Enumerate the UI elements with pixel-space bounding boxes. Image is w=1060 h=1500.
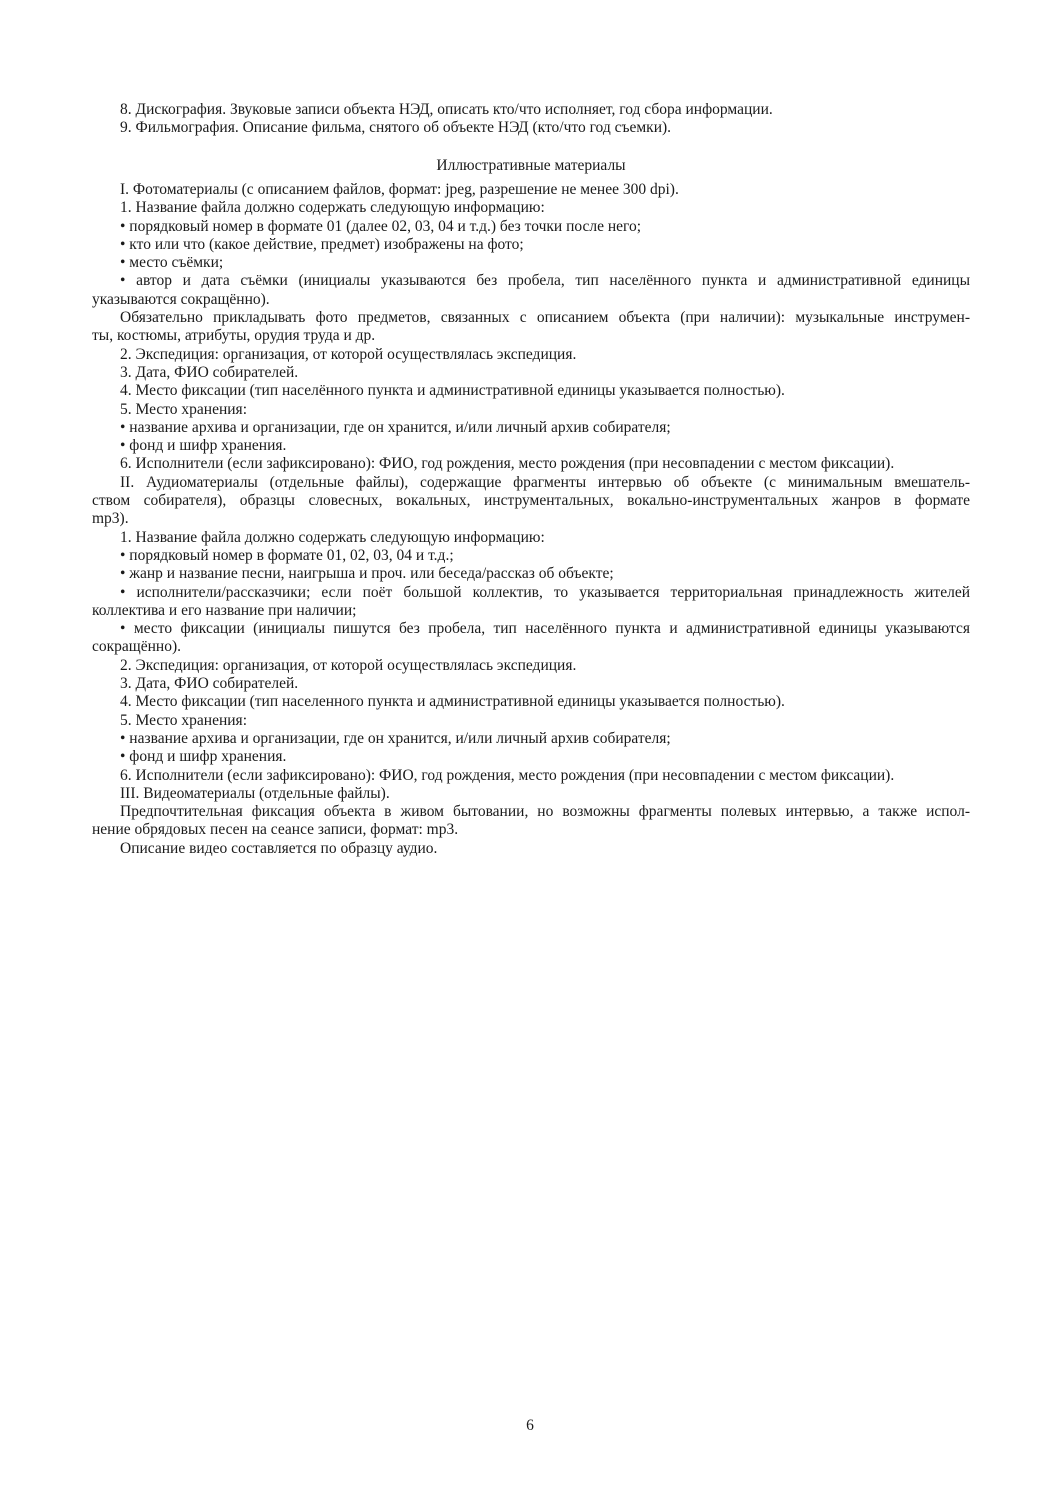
text-line: 2. Экспедиция: организация, от которой осуществлялась экспедиция. <box>120 345 577 363</box>
text-line: сокращённо). <box>92 638 181 656</box>
text-line: • кто или что (какое действие, предмет) изображены на фото; <box>120 235 524 253</box>
text-line: I. Фотоматериалы (с описанием файлов, формат: jpeg, разрешение не менее 300 dpi). <box>120 181 679 198</box>
paragraph <box>92 712 970 730</box>
paragraph <box>92 730 970 748</box>
text-line: • место съёмки; <box>120 254 224 272</box>
paragraph <box>92 803 970 840</box>
text-line: III. Видеоматериалы (отдельные файлы). <box>120 784 390 802</box>
paragraph <box>92 675 970 693</box>
paragraph <box>92 181 970 199</box>
page-number: 6 <box>526 1417 534 1434</box>
text-line: • автор и дата съёмки (инициалы указываются без пробела, тип населённого пункта и административной единицы <box>120 272 970 290</box>
text-line: 6. Исполнители (если зафиксировано): ФИО, год рождения, место рождения (при несовпадении с местом фиксации). <box>120 455 895 473</box>
text-line: Обязательно прикладывать фото предметов, связанных с описанием объекта (при наличии): музыкальные инструмен- <box>120 309 970 327</box>
paragraph <box>92 382 970 400</box>
paragraph <box>92 474 970 529</box>
paragraph <box>92 657 970 675</box>
paragraph <box>92 840 970 858</box>
text-line: II. Аудиоматериалы (отдельные файлы), содержащие фрагменты интервью об объекте (с минимальным вмешатель- <box>120 473 970 491</box>
paragraph <box>92 236 970 254</box>
text-line: mp3). <box>92 510 129 528</box>
text-line: • жанр и название песни, наигрыша и проч. или беседа/рассказ об объекте; <box>120 565 614 583</box>
body-paragraphs <box>92 181 970 858</box>
text-line: • название архива и организации, где он хранится, и/или личный архив собирателя; <box>120 418 671 436</box>
text-line: • порядковый номер в формате 01 (далее 02, 03, 04 и т.д.) без точки после него; <box>120 217 642 235</box>
text-line: 8. Дискография. Звуковые записи объекта НЭД, описать кто/что исполняет, год сбора информации. <box>120 101 773 118</box>
paragraph <box>92 101 970 119</box>
paragraph <box>92 529 970 547</box>
paragraph <box>92 419 970 437</box>
paragraph <box>92 748 970 766</box>
paragraph <box>92 620 970 657</box>
text-line: 5. Место хранения: <box>120 400 247 418</box>
paragraph <box>92 401 970 419</box>
text-line: 4. Место фиксации (тип населенного пункта и административной единицы указывается полностью). <box>120 693 785 711</box>
section-heading: Иллюстративные материалы <box>436 157 626 174</box>
text-line: 2. Экспедиция: организация, от которой осуществлялась экспедиция. <box>120 656 577 674</box>
paragraph <box>92 346 970 364</box>
text-line: Описание видео составляется по образцу аудио. <box>120 839 438 857</box>
paragraph <box>92 693 970 711</box>
text-line: 4. Место фиксации (тип населённого пункта и административной единицы указывается полностью). <box>120 382 785 400</box>
paragraph <box>92 455 970 473</box>
text-line: 3. Дата, ФИО собирателей. <box>120 363 299 381</box>
paragraph <box>92 565 970 583</box>
text-line: 1. Название файла должно содержать следующую информацию: <box>120 199 545 217</box>
paragraph <box>92 119 970 137</box>
text-line: • порядковый номер в формате 01, 02, 03, 04 и т.д.; <box>120 546 454 564</box>
text-line: коллектива и его название при наличии; <box>92 601 357 619</box>
top-paragraphs <box>92 101 970 138</box>
text-line: ты, костюмы, атрибуты, орудия труда и др. <box>92 327 376 345</box>
paragraph <box>92 254 970 272</box>
paragraph <box>92 584 970 621</box>
text-line: • исполнители/рассказчики; если поёт большой коллектив, то указывается территориальная принадлежность жителей <box>120 583 970 601</box>
text-line: • фонд и шифр хранения. <box>120 748 287 766</box>
paragraph <box>92 199 970 217</box>
text-line: указываются сокращённо). <box>92 290 270 308</box>
text-line: 3. Дата, ФИО собирателей. <box>120 675 299 693</box>
paragraph <box>92 218 970 236</box>
text-line: нение обрядовых песен на сеансе записи, формат: mp3. <box>92 821 459 839</box>
paragraph <box>92 364 970 382</box>
paragraph <box>92 272 970 309</box>
paragraph <box>92 437 970 455</box>
text-line: 1. Название файла должно содержать следующую информацию: <box>120 528 545 546</box>
text-line: 6. Исполнители (если зафиксировано): ФИО, год рождения, место рождения (при несовпадении с местом фиксации). <box>120 766 895 784</box>
paragraph <box>92 785 970 803</box>
paragraph <box>92 547 970 565</box>
text-line: • название архива и организации, где он хранится, и/или личный архив собирателя; <box>120 729 671 747</box>
text-line: 9. Фильмография. Описание фильма, снятого об объекте НЭД (кто/что год съемки). <box>120 119 672 137</box>
text-line: • место фиксации (инициалы пишутся без пробела, тип населённого пункта и административной единицы указываются <box>120 620 970 638</box>
text-line: Предпочтительная фиксация объекта в живом бытовании, но возможны фрагменты полевых интервью, а также испол- <box>120 803 970 821</box>
text-line: 5. Место хранения: <box>120 711 247 729</box>
text-line: • фонд и шифр хранения. <box>120 437 287 455</box>
paragraph <box>92 767 970 785</box>
text-line: ством собирателя), образцы словесных, вокальных, инструментальных, вокально-инструментальных жанров в формате <box>92 492 970 510</box>
paragraph <box>92 309 970 346</box>
